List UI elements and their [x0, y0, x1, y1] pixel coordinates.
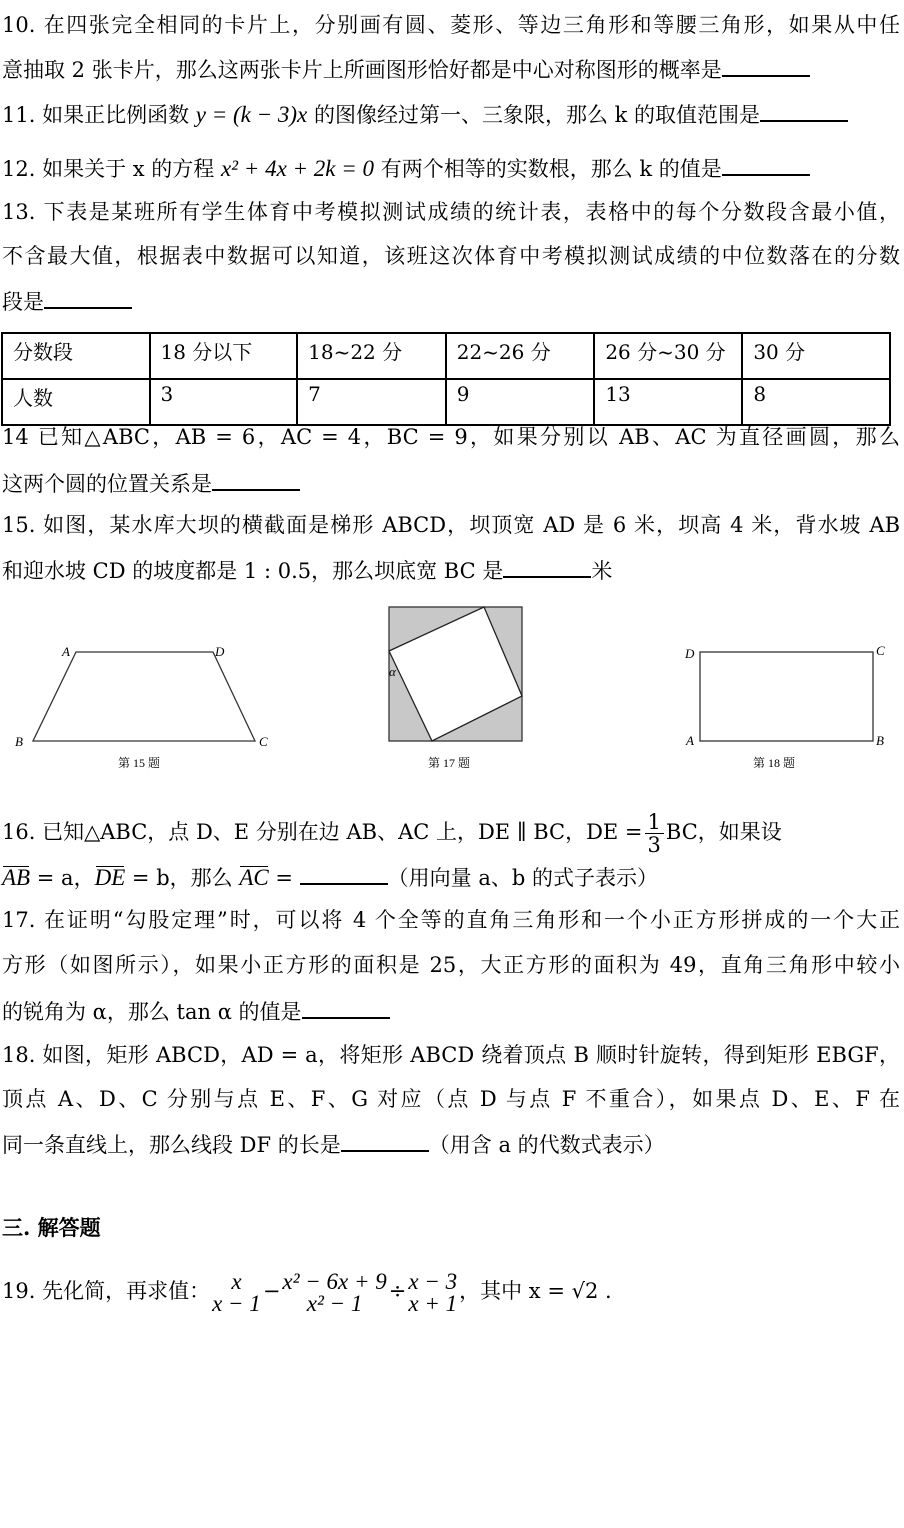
q18-line3	[2, 1130, 900, 1158]
q13-line3	[2, 287, 900, 315]
q11-text: 11. 如果正比例函数	[2, 103, 190, 127]
answer-blank	[302, 997, 390, 1019]
vector-ab: AB	[2, 865, 31, 890]
q15-line1: 15. 如图，某水库大坝的横截面是梯形 ABCD，坝顶宽 AD 是 6 米，坝高 4 米，背水坡 AB	[2, 513, 900, 537]
answer-blank	[503, 556, 591, 578]
q18-line1: 18. 如图，矩形 ABCD，AD = a，将矩形 ABCD 绕着顶点 B 顺时针旋转，得到矩形 EBGF，	[2, 1043, 900, 1067]
vertex-label: D	[685, 646, 695, 661]
q18-text: 同一条直线上，那么线段 DF 的长是	[2, 1133, 341, 1157]
table-cell: 22~26 分	[446, 333, 595, 379]
q12	[2, 154, 900, 182]
answer-blank	[722, 154, 810, 176]
answer-blank	[722, 55, 810, 77]
vertex-label: B	[15, 734, 23, 749]
vector-de: DE	[94, 865, 126, 890]
table-cell: 30 分	[742, 333, 890, 379]
denominator: 3	[647, 833, 661, 857]
q16-line2	[2, 863, 900, 891]
table-cell: 分数段	[2, 333, 150, 379]
unit: 米	[591, 559, 613, 583]
vector-ac: AC	[239, 865, 269, 890]
q16-line1	[2, 808, 900, 856]
q18-note: （用含 a 的代数式表示）	[428, 1133, 665, 1157]
q10-line2	[2, 55, 900, 83]
answer-blank	[760, 100, 848, 122]
answer-blank	[44, 287, 132, 309]
q16-eq: = a，	[30, 866, 95, 890]
section-heading: 三. 解答题	[2, 1215, 101, 1240]
figure-18-rectangle	[684, 643, 885, 770]
fraction-one-third	[645, 811, 664, 856]
q16-eq: =	[268, 866, 300, 890]
operator: −	[262, 1279, 281, 1303]
q12-text2: 有两个相等的实数根，那么 k 的值是	[380, 157, 722, 181]
fraction	[282, 1268, 387, 1316]
q11	[2, 100, 900, 128]
numerator: x − 3	[408, 1268, 458, 1294]
q10-line1: 10. 在四张完全相同的卡片上，分别画有圆、菱形、等边三角形和等腰三角形，如果从中任	[2, 13, 900, 37]
q17-text: 的锐角为 α，那么 tan α 的值是	[2, 1000, 302, 1024]
table-cell: 3	[150, 379, 298, 425]
q11-text2: 的图像经过第一、三象限，那么 k 的取值范围是	[313, 103, 761, 127]
q17-line2: 方形（如图所示），如果小正方形的面积是 25，大正方形的面积为 49，直角三角形中较小	[2, 953, 900, 977]
table-cell: 13	[594, 379, 742, 425]
q17-line1: 17. 在证明“勾股定理”时，可以将 4 个全等的直角三角形和一个小正方形拼成的一个大正	[2, 908, 900, 932]
vertex-label: A	[62, 644, 70, 659]
q12-formula: x² + 4x + 2k = 0	[220, 156, 375, 181]
q13-line2: 不含最大值，根据表中数据可以知道，该班这次体育中考模拟测试成绩的中位数落在的分数	[2, 244, 900, 268]
q19	[2, 1266, 900, 1322]
figure-caption: 第 18 题	[753, 756, 796, 770]
figure-15-trapezoid	[15, 644, 268, 770]
q14-text: 这两个圆的位置关系是	[2, 472, 212, 496]
q14-line2	[2, 469, 900, 497]
q16-text: 16. 已知△ABC，点 D、E 分别在边 AB、AC 上，DE ∥ BC，DE =	[2, 820, 643, 844]
vertex-label: A	[686, 733, 694, 748]
fraction	[212, 1268, 261, 1316]
q10-text: 意抽取 2 张卡片，那么这两张卡片上所画图形恰好都是中心对称图形的概率是	[2, 58, 722, 82]
figure-caption: 第 17 题	[428, 756, 471, 770]
table-cell: 18~22 分	[297, 333, 446, 379]
answer-blank	[212, 469, 300, 491]
q13-text: 段是	[2, 290, 44, 314]
denominator: x − 1	[212, 1290, 261, 1316]
score-table	[1, 332, 891, 426]
q13-line1: 13. 下表是某班所有学生体育中考模拟测试成绩的统计表，表格中的每个分数段含最小值，	[2, 200, 900, 224]
table-cell: 8	[742, 379, 890, 425]
figure-caption: 第 15 题	[118, 756, 161, 770]
denominator: x² − 1	[306, 1290, 363, 1316]
vertex-label: D	[215, 644, 225, 659]
operator: ÷	[388, 1279, 407, 1303]
numerator: x	[231, 1268, 242, 1294]
q17-line3	[2, 997, 900, 1025]
table-cell: 7	[297, 379, 446, 425]
numerator: 1	[645, 811, 664, 834]
q19-text2: ，其中 x = √2 .	[459, 1279, 612, 1303]
q16-text2: BC，如果设	[665, 820, 782, 844]
alpha-label: α	[389, 664, 396, 679]
q12-text: 12. 如果关于 x 的方程	[2, 157, 215, 181]
q19-text: 19. 先化简，再求值：	[2, 1279, 211, 1303]
figures	[0, 600, 904, 780]
table-header-row	[2, 333, 890, 379]
table-cell: 26 分~30 分	[594, 333, 742, 379]
vertex-label: B	[876, 733, 884, 748]
q14-line1: 14 已知△ABC，AB = 6，AC = 4，BC = 9，如果分别以 AB、AC 为直径画圆，那么	[2, 425, 900, 449]
figure-17-pythagoras-square	[389, 607, 522, 770]
numerator: x² − 6x + 9	[282, 1268, 387, 1294]
vertex-label: C	[259, 734, 268, 749]
q16-note: （用向量 a、b 的式子表示）	[387, 866, 658, 890]
fraction	[408, 1268, 458, 1316]
denominator: x + 1	[408, 1290, 458, 1316]
table-cell: 9	[446, 379, 595, 425]
q11-formula: y = (k − 3)x	[195, 102, 308, 127]
table-cell: 人数	[2, 379, 150, 425]
q15-line2	[2, 556, 900, 584]
answer-blank	[341, 1130, 429, 1152]
answer-blank	[300, 863, 388, 885]
table-row	[2, 379, 890, 425]
table-cell: 18 分以下	[150, 333, 298, 379]
q18-line2: 顶点 A、D、C 分别与点 E、F、G 对应（点 D 与点 F 不重合），如果点 D、E、F 在	[2, 1087, 900, 1111]
q15-text: 和迎水坡 CD 的坡度都是 1 : 0.5，那么坝底宽 BC 是	[2, 559, 504, 583]
q16-eq: = b，那么	[125, 866, 240, 890]
vertex-label: C	[876, 643, 885, 658]
